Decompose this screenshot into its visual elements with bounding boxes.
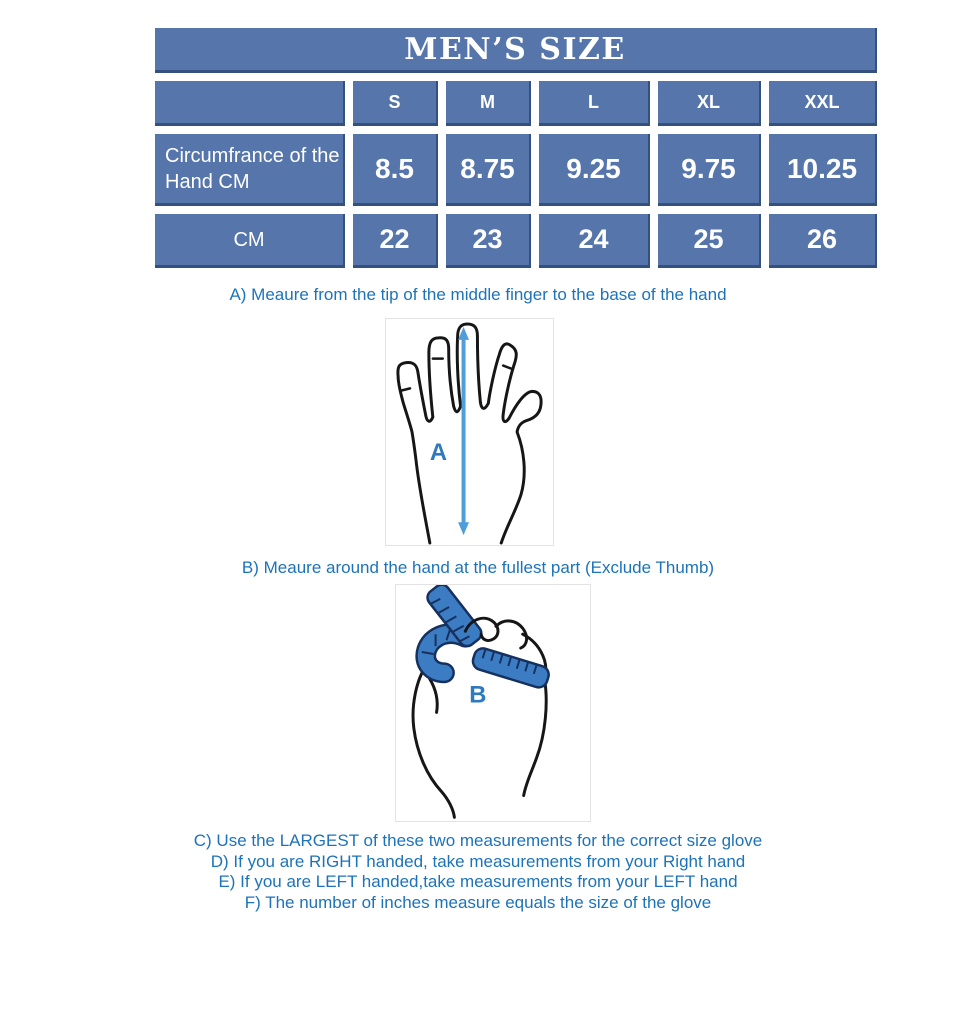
hand-measure-figure: [385, 318, 554, 546]
hand-figure-label: A: [429, 438, 448, 466]
row-label-circumference: Circumfrance of the Hand CM: [155, 134, 345, 206]
circumference-xxl: 10.25: [769, 134, 877, 206]
instruction-d: D) If you are RIGHT handed, take measurements from your Right hand: [210, 851, 746, 871]
instruction-c: C) Use the LARGEST of these two measurements for the correct size glove: [193, 831, 763, 850]
table-grid: [155, 81, 877, 268]
header-size-s: S: [353, 81, 438, 126]
size-table: [155, 28, 877, 268]
instruction-f: F) The number of inches measure equals the size of the glove: [244, 892, 712, 912]
circumference-s: 8.5: [353, 134, 438, 206]
table-title: MEN’S SIZE: [155, 28, 877, 73]
instruction-a: A) Meaure from the tip of the middle finger to the base of the hand: [229, 285, 727, 304]
instruction-b: B) Meaure around the hand at the fullest part (Exclude Thumb): [241, 558, 715, 577]
measuring-tape-icon: [422, 585, 551, 690]
row-label-cm: CM: [155, 214, 345, 268]
cm-l: 24: [539, 214, 650, 268]
header-size-xl: XL: [658, 81, 761, 126]
cm-xl: 25: [658, 214, 761, 268]
instruction-e: E) If you are LEFT handed,take measurements from your LEFT hand: [218, 872, 738, 891]
fist-with-tape-diagram-icon: [396, 585, 590, 821]
open-hand-diagram-icon: [386, 319, 553, 545]
measure-arrow-a-icon: [458, 327, 469, 535]
instruction-notes: [0, 831, 956, 913]
header-size-m: M: [446, 81, 531, 126]
circumference-m: 8.75: [446, 134, 531, 206]
header-blank-cell: [155, 81, 345, 126]
circumference-l: 9.25: [539, 134, 650, 206]
header-size-l: L: [539, 81, 650, 126]
cm-m: 23: [446, 214, 531, 268]
circumference-xl: 9.75: [658, 134, 761, 206]
header-size-xxl: XXL: [769, 81, 877, 126]
fist-figure-label: B: [469, 681, 487, 709]
cm-s: 22: [353, 214, 438, 268]
cm-xxl: 26: [769, 214, 877, 268]
fist-measure-figure: [395, 584, 591, 822]
